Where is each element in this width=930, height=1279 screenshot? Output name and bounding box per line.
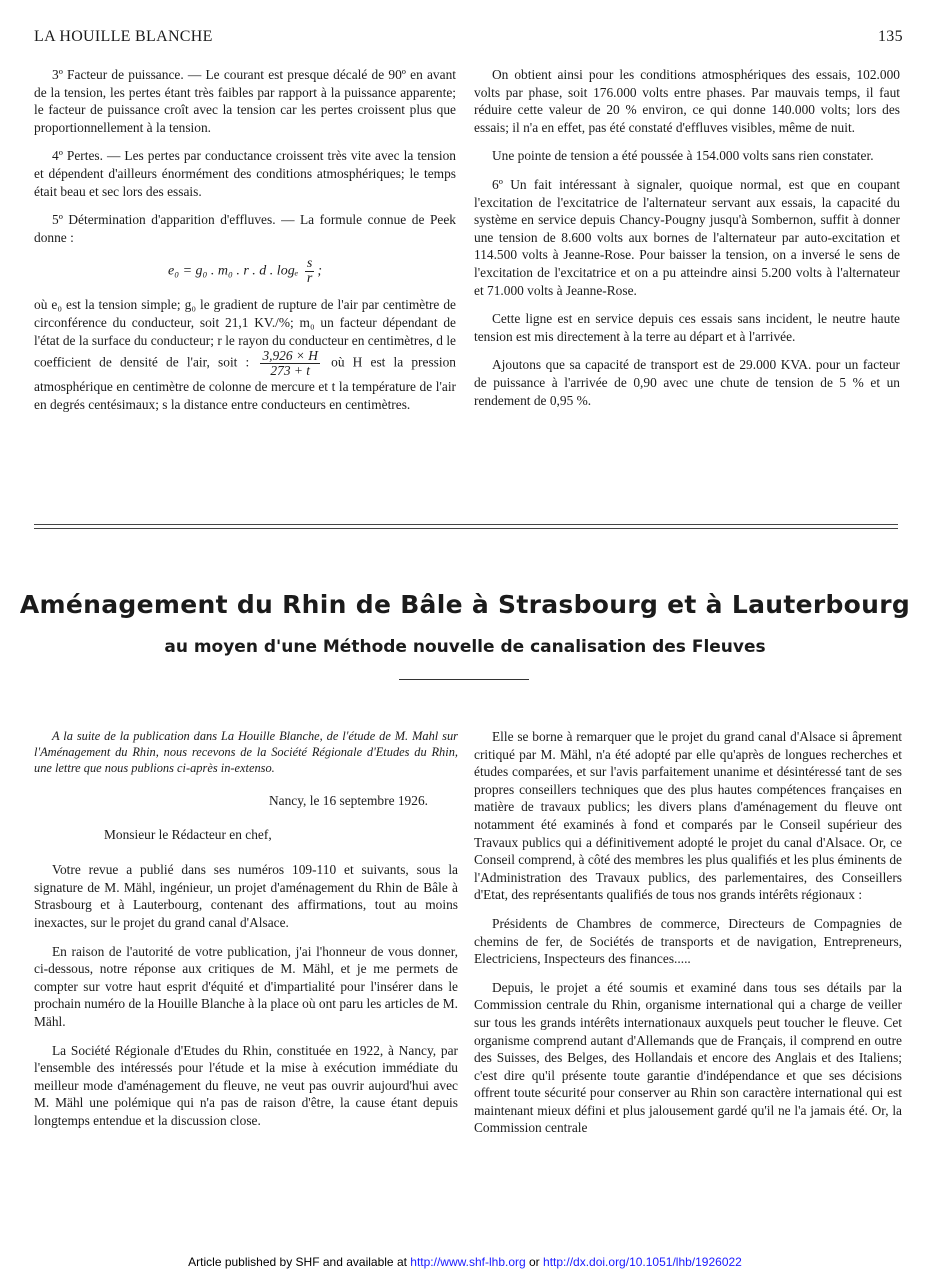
paragraph-effluves: 5º Détermination d'apparition d'effluves. — La formule connue de Peek donne : bbox=[34, 212, 456, 245]
section-divider-bottom bbox=[34, 528, 898, 529]
top-right-column bbox=[474, 66, 900, 420]
paragraph-service: Cette ligne est en service depuis ces essais sans incident, le neutre haute tension est mis directement à la terre au départ et à l'arrivée. bbox=[474, 311, 900, 344]
publisher-footer bbox=[0, 1255, 930, 1269]
letter-date: Nancy, le 16 septembre 1926. bbox=[268, 793, 428, 808]
formula-fraction-den: r bbox=[306, 271, 313, 287]
footer-prefix: Article published by SHF and available at bbox=[188, 1255, 411, 1269]
letter-paragraph-1: Votre revue a publié dans ses numéros 109-110 et suivants, sous la signature de M. Mähl, ingénieur, un projet d'aménagement du Rhin de Bâle à Strasbourg et à Lauterbourg, contenant des affirmations, tout au moins inexactes, sur le projet du grand canal d'Alsace. bbox=[34, 862, 458, 930]
density-fraction bbox=[260, 349, 320, 378]
footer-link-shf[interactable]: http://www.shf-lhb.org bbox=[410, 1255, 526, 1269]
letter-salutation: Monsieur le Rédacteur en chef, bbox=[104, 826, 272, 842]
formula-fraction bbox=[305, 257, 314, 286]
bottom-right-column bbox=[474, 728, 902, 1148]
article-title: Aménagement du Rhin de Bâle à Strasbourg et à Lauterbourg bbox=[19, 590, 911, 619]
paragraph-formula-terms bbox=[34, 296, 456, 413]
letter-paragraph-4: Elle se borne à remarquer que le projet du grand canal d'Alsace si âprement critiqué par M. Mähl, n'a été adopté par elle qu'après de longues recherches et études comparées, et sur l'avis parfaitement unanime et désintéressé tant de ses propres conseillers techniques que des plus hautes compétences françaises en matière de travaux publics; les divers plans d'aménagement du fleuve ont notamment été examinés à fond et comparés par le Conseil supérieur des Travaux publics qui a définitivement adopté le projet du canal d'Alsace. Or, ce Conseil comprend, à côté des membres les plus qualifiés et les plus éminents de l'Administration des Travaux publics, des parlementaires, des Conseillers d'Etat, des représentants qualifiés de tous nos grands intérêts régionaux : bbox=[474, 729, 902, 903]
letter-paragraph-5: Présidents de Chambres de commerce, Directeurs de Compagnies de chemins de fer, de Sociétés de transports et de navigation, Entrepreneurs, Electriciens, Inspecteurs des finances..... bbox=[474, 915, 902, 967]
formula-terms-text: où e₀ est la tension simple; g₀ le gradient de rupture de l'air par centimètre de circonférence du conducteur, soit 21,1 KV./%; m₀ un facteur dépendant de l'état de la surface du conducteur; r le rayon du conducteur en centimètres, d le coefficient de densité de l'air, soit : bbox=[34, 297, 456, 370]
formula-terms-text-2: où H est la pression atmosphérique en centimètre de colonne de mercure et t la température de l'air en degrés centésimaux; s la distance entre conducteurs en centimètres. bbox=[34, 354, 456, 412]
letter-paragraph-2: En raison de l'autorité de votre publication, j'ai l'honneur de vous donner, ci-dessous, notre réponse aux critiques de M. Mähl, et je me permets de compter sur votre haut esprit d'équité et d'impartialité pour l'insérer dans le prochain numéro de la Houille Blanche à la place où ont paru les articles de M. Mähl. bbox=[34, 943, 458, 1029]
density-fraction-den: 273 + t bbox=[270, 363, 310, 379]
bottom-left-column bbox=[34, 728, 458, 1141]
editor-intro: A la suite de la publication dans La Houille Blanche, de l'étude de M. Mahl sur l'Aménagement du Rhin, nous recevons de la Société Régionale d'Etudes du Rhin, une lettre que nous publions ci-après in-extenso. bbox=[34, 729, 458, 775]
paragraph-capacity: Ajoutons que sa capacité de transport est de 29.000 KVA. pour un facteur de puissance à l'arrivée de 0,90 avec une chute de tension de 5 % et un rendement de 0,95 %. bbox=[474, 357, 900, 408]
letter-paragraph-6: Depuis, le projet a été soumis et examiné dans tous ses détails par la Commission centrale du Rhin, organisme international qui a charge de veiller sur tous les grands intérêts internationaux auxquels peut toucher le fleuve. Cet organisme comprend autant d'Allemands que de Français, il comprend en outre des Suisses, des Belges, des Hollandais et encore des Anglais et des Italiens; c'est dire qu'il présente toute garantie d'indépendance et que ses décisions offrent toute sécurité pour conserver au Rhin son caractère international qui est maintenant mieux défini et plus jalousement gardé qu'il ne l'a jamais été. Or, la Commission centrale bbox=[474, 979, 902, 1136]
paragraph-excitation: 6º Un fait intéressant à signaler, quoique normal, est que en coupant l'excitation de l'excitatrice de l'alternateur servant aux essais, la capacité du système en service depuis Chancy-Pougny jusqu'à Sombernon, suffit à donner une tension de 8.600 volts aux bornes de l'alternateur par auto-excitation et 114.500 volts à Jeanne-Rose. Pour baisser la tension, on a inversé le sens de l'excitation de l'excitatrice et on a pu atteindre ainsi 5.200 volts à l'alternateur et 71.000 volts à Jeanne-Rose. bbox=[474, 176, 900, 298]
page-number: 135 bbox=[878, 28, 903, 45]
title-rule bbox=[399, 679, 529, 680]
section-divider-top bbox=[34, 524, 898, 525]
peek-formula: e₀ = g₀ . m₀ . r . d . logₑ $\frac{s}{r}$ ; bbox=[167, 256, 322, 287]
footer-or: or bbox=[525, 1255, 544, 1269]
density-fraction-num: 3,926 × H bbox=[262, 348, 318, 364]
footer-link-doi[interactable]: http://dx.doi.org/10.1051/lhb/1926022 bbox=[543, 1255, 742, 1269]
paragraph-power-factor: 3º Facteur de puissance. — Le courant est presque décalé de 90º en avant de la tension, les pertes étant très faibles par rapport à la puissance apparente; le facteur de puissance croît avec la tension car les pertes croissent plus que proportionnellement à la tension. bbox=[34, 67, 456, 135]
formula-body: e₀ = g₀ . m₀ . r . d . logₑ bbox=[167, 264, 299, 280]
top-left-column bbox=[34, 66, 456, 424]
letter-paragraph-3: La Société Régionale d'Etudes du Rhin, constituée en 1922, à Nancy, par l'ensemble des intéressés pour l'étude et la mise à exécution immédiate du meilleur mode d'aménagement du fleuve, ne veut pas ouvrir aujourd'hui avec M. Mähl une polémique qui n'a pas de raison d'être, la cause étant depuis longtemps entendue et la discussion close. bbox=[34, 1042, 458, 1128]
running-header: LA HOUILLE BLANCHE bbox=[34, 28, 213, 45]
paragraph-results: On obtient ainsi pour les conditions atmosphériques des essais, 102.000 volts par phase, soit 176.000 volts entre phases. Par mauvais temps, il faut réduire cette valeur de 20 % environ, ce qui donne 140.000 volts; lors des essais; il n'a en effet, pas été constaté d'effluves visibles, même de nuit. bbox=[474, 67, 900, 135]
formula-fraction-num: s bbox=[306, 256, 313, 272]
article-subtitle: au moyen d'une Méthode nouvelle de canalisation des Fleuves bbox=[164, 637, 766, 657]
paragraph-losses: 4º Pertes. — Les pertes par conductance croissent très vite avec la tension et dépendent d'ailleurs énormément des conditions atmosphériques; le temps était beau et sec lors des essais. bbox=[34, 148, 456, 199]
paragraph-peak: Une pointe de tension a été poussée à 154.000 volts sans rien constater. bbox=[492, 148, 874, 164]
